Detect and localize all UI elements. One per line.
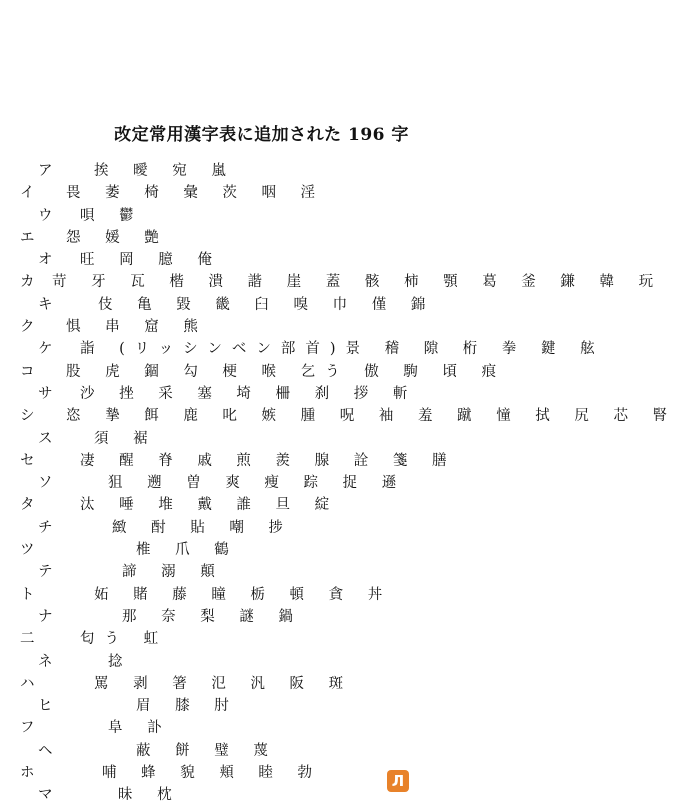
kanji-row [0,584,523,606]
kanji-row [0,673,523,695]
kanji-characters: 挨 曖 宛 嵐 [94,163,236,179]
kanji-characters: 眉 膝 肘 [136,698,239,715]
kana-label: ク [20,319,35,336]
kana-label: イ [20,185,35,202]
kanji-characters: 旺 岡 臆 俺 [80,252,222,269]
kanji-row [0,249,523,271]
kanji-characters: 哺 蜂 貌 頬 睦 勃 [102,765,323,782]
kanji-row [0,205,523,227]
kana-label: ホ [20,765,35,782]
kana-label: コ [20,363,35,380]
kanji-row [0,182,523,204]
kana-label: ト [20,586,35,603]
kana-label: シ [20,408,35,425]
kanji-characters: 惧 串 窟 熊 [66,319,208,336]
kanji-row [0,695,523,717]
kanji-row [0,539,523,561]
kana-label: カ [20,274,35,291]
kanji-characters: 阜 訃 [108,720,172,737]
kana-label: タ [20,497,35,514]
kana-label: テ [38,564,53,581]
kanji-characters: 捻 [108,653,133,670]
kanji-characters: 罵 剥 箸 氾 汎 阪 斑 [94,675,354,692]
kana-label: ヒ [38,698,53,715]
kanji-row [0,717,523,739]
kanji-characters: 昧 枕 [118,787,182,804]
kanji-characters: 匂う 虹 [80,631,169,648]
kanji-row [0,428,523,450]
kanji-row [0,450,523,472]
kanji-row [0,762,523,784]
kanji-characters: 畏 萎 椅 彙 茨 咽 淫 [66,185,326,202]
kanji-row [0,606,523,628]
labirint-logo-icon: Л [387,770,409,792]
kanji-row [0,383,523,405]
kanji-row [0,651,523,673]
kanji-characters: 蔽 餅 璧 蔑 [136,742,278,759]
kanji-row [0,561,523,583]
kana-label: ス [38,430,53,447]
kana-label: ネ [38,653,53,670]
kanji-characters: 那 奈 梨 謎 鍋 [122,608,303,625]
kanji-row [0,361,523,383]
kanji-characters: 股 虎 錮 勾 梗 喉 乞う 傲 駒 頃 痕 [66,363,507,380]
kanji-characters: 詣 (リッシンベン部首)景 稽 隙 桁 拳 鍵 舷 [80,341,605,358]
kanji-row [0,316,523,338]
kanji-row [0,472,523,494]
kanji-characters: 伎 亀 毀 畿 臼 嗅 巾 僅 錦 [98,296,436,313]
kanji-row [0,628,523,650]
kana-label: ソ [38,475,53,492]
kanji-characters: 凄 醒 脊 戚 煎 羨 腺 詮 箋 膳 [80,452,457,469]
kanji-row [0,160,523,182]
kana-label: フ [20,720,35,737]
kanji-row [0,227,523,249]
kanji-row [0,784,523,806]
kanji-row [0,740,523,762]
kanji-row [0,517,523,539]
kanji-characters: 恣 摯 餌 鹿 叱 嫉 腫 呪 袖 羞 蹴 憧 拭 尻 芯 腎 [66,408,677,425]
kana-label: ヘ [38,742,53,759]
kanji-characters: 苛 牙 瓦 楷 潰 諧 崖 蓋 骸 柿 顎 葛 釜 鎌 韓 玩 [52,274,664,291]
kana-label: ナ [38,608,53,625]
kana-label: ア [38,163,53,179]
kanji-characters: 沙 挫 采 塞 埼 柵 刹 拶 斬 [80,385,418,402]
kanji-list [0,160,677,807]
kana-label: ケ [38,341,53,358]
page-title: 改定常用漢字表に追加された 196 字 [114,125,409,145]
kana-label: ツ [20,542,35,559]
kana-label: マ [38,787,53,804]
kanji-characters: 緻 酎 貼 嘲 捗 [112,519,293,536]
kanji-row [0,294,523,316]
kanji-row [0,405,677,427]
kanji-row [0,338,605,360]
kanji-characters: 汰 唾 堆 戴 誰 旦 綻 [80,497,340,514]
kana-label: キ [38,296,53,313]
kanji-characters: 怨 媛 艶 [66,229,169,246]
kana-label: チ [38,519,53,536]
kanji-row [0,271,664,293]
kana-label: 二 [20,631,35,648]
kana-label: ハ [20,675,35,692]
kanji-characters: 諦 溺 顛 [122,564,225,581]
kanji-row [0,494,523,516]
kana-label: エ [20,229,35,246]
kanji-characters: 須 裾 [94,430,158,447]
kana-label: セ [20,452,35,469]
kanji-characters: 妬 賭 藤 瞳 栃 頓 貪 丼 [94,586,393,603]
kana-label: オ [38,252,53,269]
kanji-characters: 狙 遡 曽 爽 痩 踪 捉 遜 [108,475,407,492]
kanji-characters: 唄 鬱 [80,207,144,224]
kanji-characters: 椎 爪 鶴 [136,542,239,559]
kana-label: ウ [38,207,53,224]
kana-label: サ [38,385,53,402]
